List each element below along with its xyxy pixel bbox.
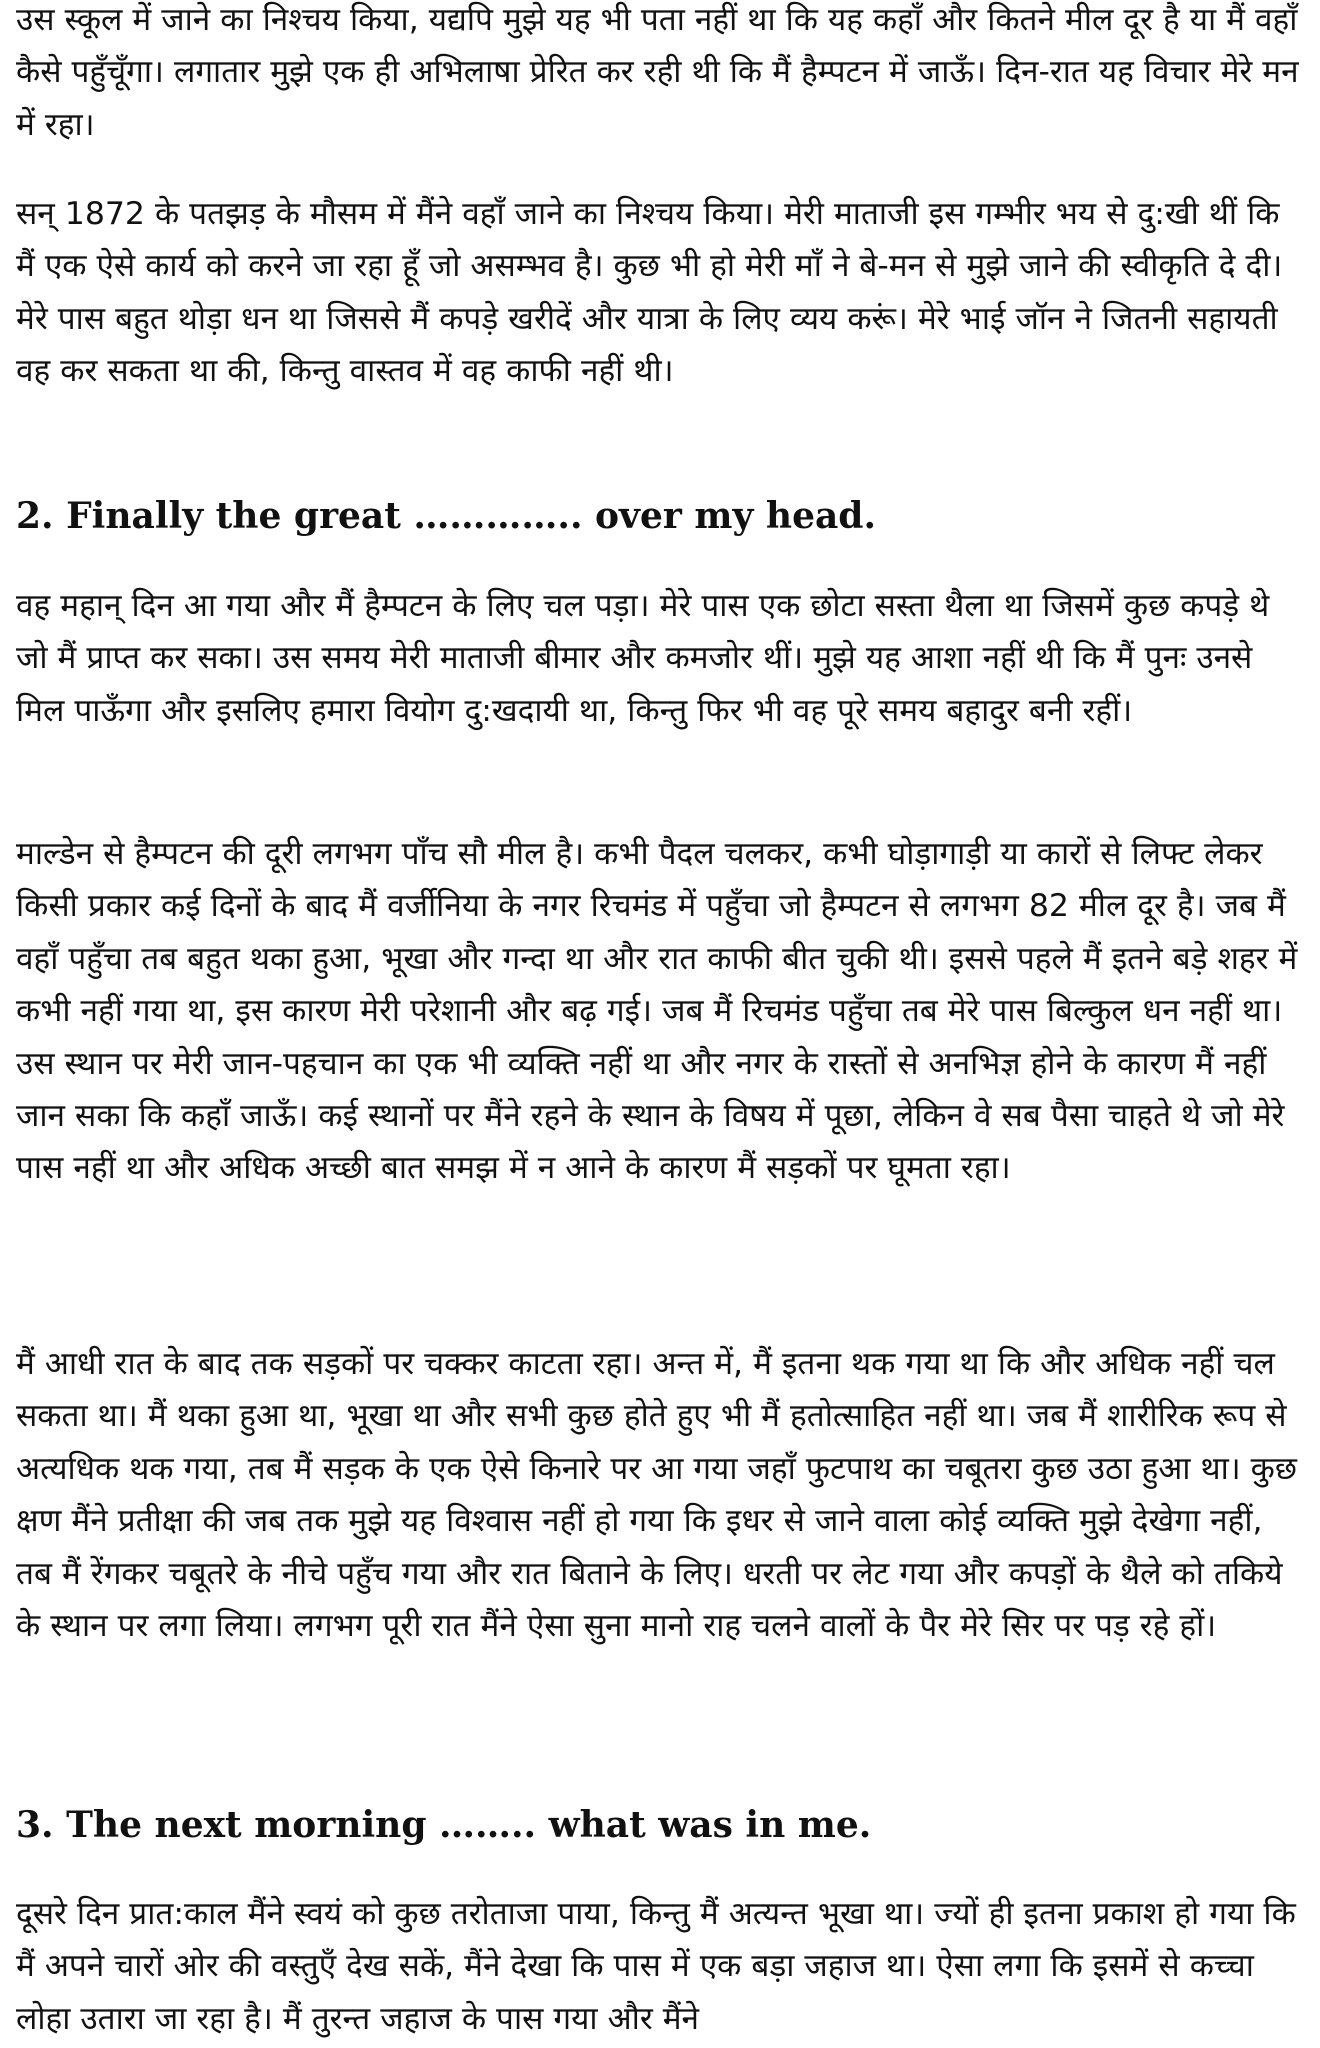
paragraph: मैं आधी रात के बाद तक सड़कों पर चक्कर काटता रहा। अन्त में, मैं इतना थक गया था कि और अधिक नहीं चल सकता था। मैं थका हुआ था, भूखा था और सभी कुछ होते हुए भी मैं हतोत्साहित नहीं था। जब मैं शारीरिक रूप से अत्यधिक थक गया, तब मैं सड़क के एक ऐसे किनारे पर आ गया जहाँ फुटपाथ का चबूतरा कुछ उठा हुआ था। कुछ क्षण मैंने प्रतीक्षा की जब तक मुझे यह विश्वास नहीं हो गया कि इधर से जाने वाला कोई व्यक्ति मुझे देखेगा नहीं, तब मैं रेंगकर चबूतरे के नीचे पहुँच गया और रात बिताने के लिए। धरती पर लेट गया और कपड़ों के थैले को तकिये के स्थान पर लगा लिया। लगभग पूरी रात मैंने ऐसा सुना मानो राह चलने वालों के पैर मेरे सिर पर पड़ रहे हों।	[16, 1346, 1297, 1645]
paragraph: वह महान् दिन आ गया और मैं हैम्पटन के लिए चल पड़ा। मेरे पास एक छोटा सस्ता थैला था जिसमें कुछ कपड़े थे जो मैं प्राप्त कर सका। उस समय मेरी माताजी बीमार और कमजोर थीं। मुझे यह आशा नहीं थी कि मैं पुनः उनसे मिल पाऊँगा और इसलिए हमारा वियोग दु:खदायी था, किन्तु फिर भी वह पूरे समय बहादुर बनी रहीं।	[16, 588, 1270, 729]
paragraph: माल्डेन से हैम्पटन की दूरी लगभग पाँच सौ मील है। कभी पैदल चलकर, कभी घोड़ागाड़ी या कारों से लिफ्ट लेकर किसी प्रकार कई दिनों के बाद मैं वर्जीनिया के नगर रिचमंड में पहुँचा जो हैम्पटन से लगभग 82 मील दूर है। जब मैं वहाँ पहुँचा तब बहुत थका हुआ, भूखा और गन्दा था और रात काफी बीत चुकी थी। इससे पहले मैं इतने बड़े शहर में कभी नहीं गया था, इस कारण मेरी परेशानी और बढ़ गई। जब मैं रिचमंड पहुँचा तब मेरे पास बिल्कुल धन नहीं था। उस स्थान पर मेरी जान-पहचान का एक भी व्यक्ति नहीं था और नगर के रास्तों से अनभिज्ञ होने के कारण मैं नहीं जान सका कि कहाँ जाऊँ। कई स्थानों पर मैंने रहने के स्थान के विषय में पूछा, लेकिन वे सब पैसा चाहते थे जो मेरे पास नहीं था और अधिक अच्छी बात समझ में न आने के कारण मैं सड़कों पर घूमता रहा।	[16, 836, 1298, 1187]
paragraph: सन् 1872 के पतझड़ के मौसम में मैंने वहाँ जाने का निश्चय किया। मेरी माताजी इस गम्भीर भय से दु:खी थीं कि मैं एक ऐसे कार्य को करने जा रहा हूँ जो असम्भव है। कुछ भी हो मेरी माँ ने बे-मन से मुझे जाने की स्वीकृति दे दी। मेरे पास बहुत थोड़ा धन था जिससे मैं कपड़े खरीदें और यात्रा के लिए व्यय करूं। मेरे भाई जॉन ने जितनी सहायती वह कर सकता था की, किन्तु वास्तव में वह काफी नहीं थी।	[16, 196, 1283, 390]
paragraph: दूसरे दिन प्रात:काल मैंने स्वयं को कुछ तरोताजा पाया, किन्तु मैं अत्यन्त भूखा था। ज्यों ही इतना प्रकाश हो गया कि मैं अपने चारों ओर की वस्तुएँ देख सकें, मैंने देखा कि पास में एक बड़ा जहाज था। ऐसा लगा कि इसमें से कच्चा लोहा उतारा जा रहा है। मैं तुरन्त जहाज के पास गया और मैंने	[16, 1896, 1296, 2037]
section-heading: 3. The next morning …….. what was in me.	[16, 1804, 872, 1846]
section-heading: 2. Finally the great ………….. over my head.	[16, 495, 877, 537]
paragraph: उस स्कूल में जाने का निश्चय किया, यद्यपि मुझे यह भी पता नहीं था कि यह कहाँ और कितने मील दूर है या मैं वहाँ कैसे पहुँचूँगा। लगातार मुझे एक ही अभिलाषा प्रेरित कर रही थी कि मैं हैम्पटन में जाऊँ। दिन-रात यह विचार मेरे मन में रहा।	[16, 2, 1299, 143]
